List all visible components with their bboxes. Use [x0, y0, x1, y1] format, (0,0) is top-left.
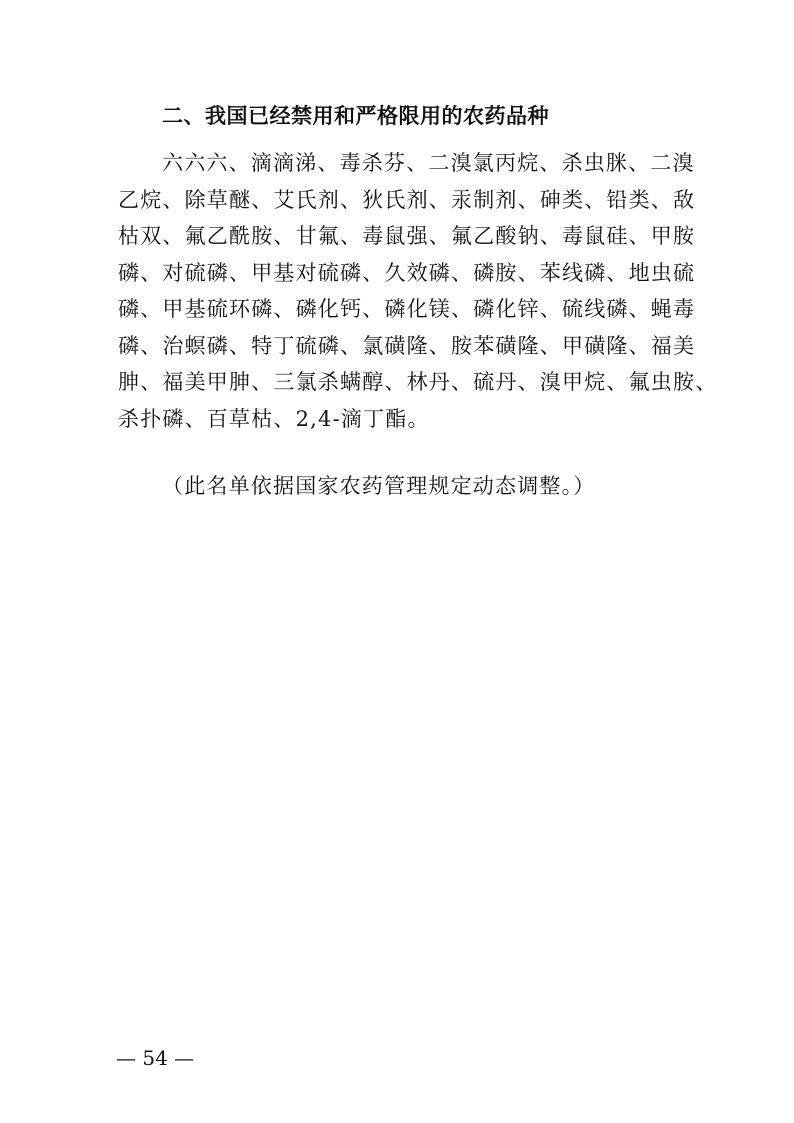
list-note: （此名单依据国家农药管理规定动态调整。） — [162, 474, 596, 498]
paragraph-line: 磷、对硫磷、甲基对硫磷、久效磷、磷胺、苯线磷、地虫硫 — [118, 260, 696, 285]
section-heading: 二、我国已经禁用和严格限用的农药品种 — [162, 104, 549, 128]
pesticide-list-paragraph — [118, 145, 718, 437]
paragraph-line: 六六六、滴滴涕、毒杀芬、二溴氯丙烷、杀虫脒、二溴 — [162, 151, 695, 175]
page-number: — 54 — — [116, 1046, 195, 1070]
paragraph-line: 磷、甲基硫环磷、磷化钙、磷化镁、磷化锌、硫线磷、蝇毒 — [118, 297, 696, 321]
paragraph-line: 乙烷、除草醚、艾氏剂、狄氏剂、汞制剂、砷类、铅类、敌 — [118, 187, 696, 212]
paragraph-line: 杀扑磷、百草枯、2,4-滴丁酯。 — [118, 406, 430, 431]
paragraph-line: 枯双、氟乙酰胺、甘氟、毒鼠强、氟乙酸钠、毒鼠硅、甲胺 — [118, 224, 696, 248]
paragraph-line: 胂、福美甲胂、三氯杀螨醇、林丹、硫丹、溴甲烷、氟虫胺、 — [118, 370, 718, 394]
paragraph-line: 磷、治螟磷、特丁硫磷、氯磺隆、胺苯磺隆、甲磺隆、福美 — [118, 333, 696, 358]
